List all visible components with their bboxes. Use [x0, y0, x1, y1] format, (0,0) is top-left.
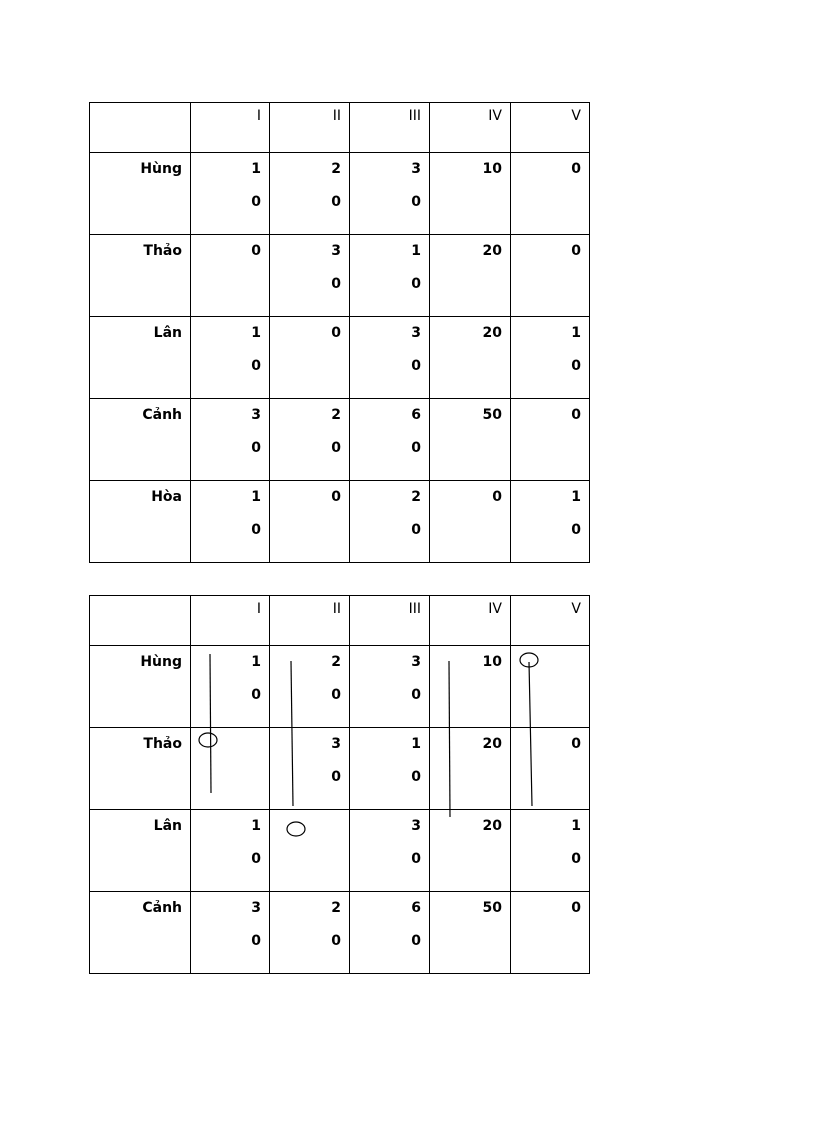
table-cell: 2 0 — [270, 153, 350, 235]
corner-cell — [90, 596, 191, 646]
header-row — [90, 103, 590, 153]
corner-cell — [90, 103, 191, 153]
row-name: Thảo — [90, 235, 191, 317]
table-cell: 3 0 — [350, 646, 430, 728]
row-name: Hòa — [90, 481, 191, 563]
table-cell: 2 0 — [270, 399, 350, 481]
table-cell — [511, 646, 590, 728]
table-row — [90, 153, 590, 235]
table-cell: 10 — [430, 153, 511, 235]
assignment-table-2 — [89, 595, 590, 974]
table-cell: 3 0 — [270, 728, 350, 810]
table-row — [90, 728, 590, 810]
table-cell — [191, 728, 270, 810]
table-cell: 50 — [430, 892, 511, 974]
table-row — [90, 399, 590, 481]
row-name: Hùng — [90, 646, 191, 728]
row-name: Thảo — [90, 728, 191, 810]
table-cell: 3 0 — [350, 317, 430, 399]
table-cell: 1 0 — [191, 646, 270, 728]
table-cell: 1 0 — [191, 481, 270, 563]
table-cell: 1 0 — [191, 153, 270, 235]
table-cell: 2 0 — [270, 892, 350, 974]
column-header: I — [191, 103, 270, 153]
table-cell: 3 0 — [191, 399, 270, 481]
table-cell: 1 0 — [350, 235, 430, 317]
table-cell: 0 — [511, 728, 590, 810]
column-header: V — [511, 103, 590, 153]
table-cell: 50 — [430, 399, 511, 481]
row-name: Lân — [90, 810, 191, 892]
table-cell: 3 0 — [350, 810, 430, 892]
table-cell: 6 0 — [350, 892, 430, 974]
column-header: II — [270, 596, 350, 646]
table-cell: 20 — [430, 235, 511, 317]
table-cell: 0 — [191, 235, 270, 317]
table-cell: 0 — [511, 153, 590, 235]
table-row — [90, 317, 590, 399]
table-row — [90, 235, 590, 317]
table-cell: 1 0 — [511, 481, 590, 563]
table-cell: 2 0 — [270, 646, 350, 728]
table-cell: 20 — [430, 728, 511, 810]
row-name: Hùng — [90, 153, 191, 235]
table-cell: 2 0 — [350, 481, 430, 563]
table-cell: 1 0 — [191, 317, 270, 399]
column-header: IV — [430, 103, 511, 153]
table-cell: 10 — [430, 646, 511, 728]
column-header: IV — [430, 596, 511, 646]
table-cell: 3 0 — [270, 235, 350, 317]
table-cell: 1 0 — [191, 810, 270, 892]
column-header: I — [191, 596, 270, 646]
table-cell: 1 0 — [511, 810, 590, 892]
table-cell: 0 — [511, 235, 590, 317]
table-cell: 20 — [430, 810, 511, 892]
table-cell: 0 — [270, 481, 350, 563]
header-row — [90, 596, 590, 646]
table-row — [90, 646, 590, 728]
column-header: II — [270, 103, 350, 153]
row-name: Cảnh — [90, 399, 191, 481]
table-cell — [270, 810, 350, 892]
column-header: III — [350, 596, 430, 646]
column-header: III — [350, 103, 430, 153]
table-cell: 0 — [511, 892, 590, 974]
column-header: V — [511, 596, 590, 646]
table-cell: 0 — [270, 317, 350, 399]
table-cell: 1 0 — [350, 728, 430, 810]
row-name: Cảnh — [90, 892, 191, 974]
table-cell: 20 — [430, 317, 511, 399]
table-cell: 3 0 — [191, 892, 270, 974]
assignment-table-1 — [89, 102, 590, 563]
table-row — [90, 481, 590, 563]
row-name: Lân — [90, 317, 191, 399]
table-cell: 3 0 — [350, 153, 430, 235]
table-cell: 0 — [511, 399, 590, 481]
table-cell: 6 0 — [350, 399, 430, 481]
table-row — [90, 892, 590, 974]
table-cell: 1 0 — [511, 317, 590, 399]
table-row — [90, 810, 590, 892]
table-cell: 0 — [430, 481, 511, 563]
